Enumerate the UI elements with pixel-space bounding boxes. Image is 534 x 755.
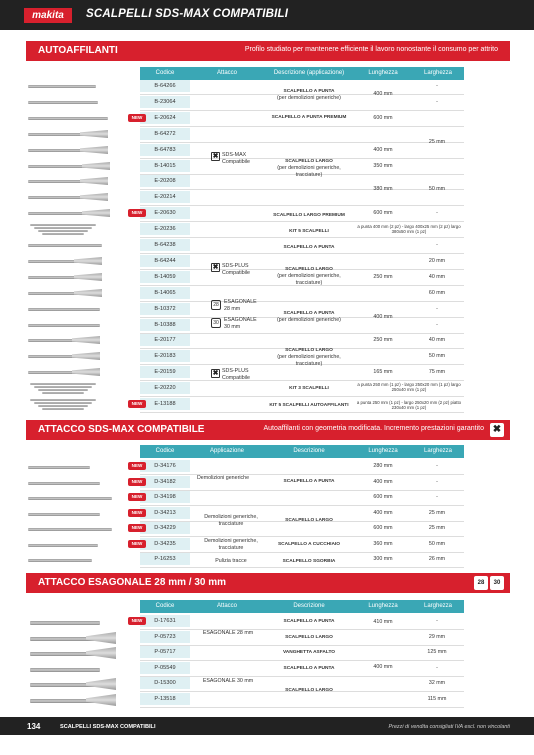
page-number: 134 [27,722,41,731]
new-badge: NEW [128,400,146,408]
product-code: P-05723 [140,631,190,643]
product-code: E-20220 [140,382,190,394]
desc-scalpello-largo: SCALPELLO LARGO [285,159,333,164]
chisel-blade-icon [86,678,116,690]
hex-28-icon: 28 [211,300,221,310]
product-code: D-34198 [140,491,190,503]
footer-note: Prezzi di vendita consigliati IVA escl. non vincolanti [388,724,510,730]
app-demolizioni: Demolizioni generiche [196,475,250,481]
description: SCALPELLO A PUNTA [283,666,335,671]
width-value: 40 mm [428,337,446,343]
length-value: 400 mm [373,91,393,97]
chisel-blade-icon [72,336,100,344]
chisel-blade-icon [74,273,102,281]
product-code: D-15300 [140,677,190,689]
new-badge: NEW [128,209,146,217]
length-value: 280 mm [373,463,393,469]
new-badge: NEW [128,478,146,486]
product-code: B-23064 [140,96,190,108]
product-code: D-34229 [140,522,190,534]
product-code: E-20236 [140,223,190,235]
attacco-hex-28: ESAGONALE 28 mm [224,299,257,312]
desc-scalpello-punta-sub: (per demolizioni generiche) [277,95,341,101]
chisel-kit-icon [38,389,88,391]
chisel-kit-icon [42,392,84,394]
attacco-sds-plus-2: SDS-PLUS Compatibile [222,368,250,381]
product-code: E-20177 [140,334,190,346]
chisel-blade-icon [74,289,102,297]
chisel-kit-icon [34,386,92,388]
col-codice: Codice [155,448,175,454]
length-value: 600 mm [373,494,393,500]
product-code: E-20183 [140,350,190,362]
length-value: 165 mm [373,369,393,375]
desc-punta-hex: SCALPELLO A PUNTA [283,311,335,316]
desc-sgorbia: SCALPELLO SGORBIA [282,559,336,564]
attacco-hex-28-s3: ESAGONALE 28 mm [202,630,254,636]
col-codice: Codice [155,70,175,76]
chisel-blade-icon [72,352,100,360]
chisel-shaft-icon [28,482,100,485]
width-value: 25 mm [428,525,446,531]
desc-largo-premium: SCALPELLO LARGO PREMIUM [273,213,345,218]
desc-kit3: KIT 3 SCALPELLI [289,386,329,391]
new-badge: NEW [128,493,146,501]
desc-largo-2-sub: (per demolizioni generiche, tracciature) [277,354,341,367]
kit5a-detail: a punta 250 mm (1 pz) - largo 250x20 mm (2 pz) piatto 230x40 mm (1 pz) [356,400,462,410]
chisel-shaft-icon [28,544,98,547]
chisel-shaft-icon [28,497,112,500]
chisel-blade-icon [86,632,116,644]
product-code: B-14015 [140,160,190,172]
sds-max-icon: ✖ [212,153,219,160]
product-code: B-64266 [140,80,190,92]
row-divider [140,707,464,708]
description: VANGHETTA ASFALTO [282,650,336,655]
product-code: E-20624 [140,112,190,124]
desc-kit5-autoaffilanti: KIT 5 SCALPELLI AUTOAFFILANTI [269,403,349,408]
kit3-detail: a punta 250 mm (1 pz) - largo 250x20 mm (1 pz) largo 250x40 mm (1 pz) [357,382,461,392]
attacco-sds-plus: SDS-PLUS Compatibile [222,263,250,276]
row-divider [140,380,464,381]
product-code: D-34213 [140,507,190,519]
row-divider [140,237,464,238]
width-value: 115 mm [427,696,447,702]
product-code: B-14059 [140,271,190,283]
page-title: SCALPELLI SDS-MAX COMPATIBILI [86,8,289,20]
app-pulizia: Pulizia tracce [215,558,247,564]
width-value: 50 mm [428,353,446,359]
chisel-shaft-icon [28,559,92,562]
product-code: D-17631 [140,615,190,627]
sds-plus-icon: ✖ [212,264,219,271]
col-larghezza: Larghezza [423,603,453,609]
table-header [140,445,464,458]
chisel-shaft-icon [28,101,98,104]
length-value: 250 mm [373,337,393,343]
chisel-blade-icon [72,368,100,376]
attacco-hex-30-s3: ESAGONALE 30 mm [202,678,254,684]
row-divider [140,301,464,302]
chisel-blade-icon [86,647,116,659]
footer-title: SCALPELLI SDS-MAX COMPATIBILI [60,724,156,730]
section-title: ATTACCO ESAGONALE 28 mm / 30 mm [38,577,226,588]
width-value: - [436,494,438,500]
width-value: 29 mm [428,634,446,640]
row-divider [140,412,464,413]
width-value: 75 mm [428,369,446,375]
col-lunghezza: Lunghezza [368,448,398,454]
chisel-blade-icon [80,130,108,138]
product-code: B-10372 [140,303,190,315]
chisel-shaft-icon [30,668,100,672]
width-value: 50 mm [428,541,446,547]
width-value: 125 mm [427,649,447,655]
row-divider [140,660,464,661]
width-value: - [436,99,438,105]
length-value: 600 mm [373,210,393,216]
chisel-kit-icon [30,383,96,385]
length-value: 600 mm [373,525,393,531]
new-badge: NEW [128,617,146,625]
description: SCALPELLO LARGO [285,688,333,693]
length-value: 300 mm [373,556,393,562]
new-badge: NEW [128,114,146,122]
table-header [140,67,464,80]
chisel-kit-icon [42,408,84,410]
product-code: B-64272 [140,128,190,140]
desc-largo-plus-sub: (per demolizioni generiche, tracciature) [277,273,341,286]
chisel-blade-icon [86,694,116,706]
product-code: B-14065 [140,287,190,299]
desc-punta-plus: SCALPELLO A PUNTA [283,245,335,250]
row-divider [140,205,464,206]
desc-largo-2: SCALPELLO LARGO [285,348,333,353]
row-divider [140,629,464,630]
product-code: P-16253 [140,553,190,565]
width-value: 26 mm [428,556,446,562]
description: SCALPELLO LARGO [285,635,333,640]
width-value: 25 mm [428,139,446,145]
col-larghezza: Larghezza [423,448,453,454]
new-badge: NEW [128,524,146,532]
chisel-kit-icon [42,233,84,235]
length-value: 400 mm [373,479,393,485]
width-value: 25 mm [428,510,446,516]
hex-30-badge: 30 [490,576,504,590]
chisel-blade-icon [82,209,110,217]
chisel-kit-icon [38,405,88,407]
section-header-sds-max [26,420,510,440]
product-code: E-13188 [140,398,190,410]
product-code: E-20159 [140,366,190,378]
chisel-shaft-icon [28,466,90,469]
row-divider [140,474,464,475]
chisel-kit-icon [38,230,88,232]
product-code: B-64244 [140,255,190,267]
col-lunghezza: Lunghezza [368,603,398,609]
product-code: B-64783 [140,144,190,156]
hex-28-badge: 28 [474,576,488,590]
length-value: 400 mm [373,510,393,516]
row-divider [140,110,464,111]
new-badge: NEW [128,462,146,470]
chisel-blade-icon [82,162,110,170]
width-value: 60 mm [428,290,446,296]
app-demolizioni-tracc: Demolizioni generiche, tracciature [204,514,258,527]
length-value: 380 mm [373,186,393,192]
col-descrizione: Descrizione (applicazione) [273,70,345,76]
hex-30-icon: 30 [211,318,221,328]
new-badge: NEW [128,540,146,548]
row-divider [140,253,464,254]
width-value: - [436,83,438,89]
col-attacco: Attacco [216,70,237,76]
len-410: 410 mm [373,619,393,625]
width-value: - [436,618,438,624]
desc-punta: SCALPELLO A PUNTA [283,479,335,484]
attacco-sds-max: SDS-MAX Compatibile [222,152,250,165]
section-header-autoaffilanti [26,41,510,61]
chisel-blade-icon [80,146,108,154]
width-value: - [436,463,438,469]
section-subtitle: Profilo studiato per mantenere efficiente il lavoro nonostante il consumo per attrito [244,46,498,53]
chisel-shaft-icon [28,244,102,247]
chisel-blade-icon [80,193,108,201]
new-badge: NEW [128,509,146,517]
row-divider [140,505,464,506]
desc-scalpello-largo-sub: (per demolizioni generiche, tracciature) [277,165,341,178]
width-value: - [436,306,438,312]
row-divider [140,126,464,127]
product-code: D-34182 [140,476,190,488]
chisel-kit-icon [30,224,96,226]
length-value: 600 mm [373,115,393,121]
product-code: B-10388 [140,319,190,331]
row-divider [140,221,464,222]
chisel-shaft-icon [28,324,100,327]
width-value: - [436,665,438,671]
app-demolizioni-tracc-2: Demolizioni generiche, tracciature [204,538,258,551]
product-code: E-20214 [140,191,190,203]
section-subtitle: Autoaffilanti con geometria modificata. Incremento prestazioni garantito [263,425,484,432]
col-applicazione: Applicazione [209,448,245,454]
kit5-detail: a punta 400 mm (2 pz) - largo 400x25 mm (2 pz) largo 380x50 mm (1 pz) [357,224,461,234]
product-code: D-34235 [140,538,190,550]
length-value: 360 mm [373,541,393,547]
length-value: 400 mm [373,147,393,153]
section-title: AUTOAFFILANTI [38,45,118,56]
product-code: D-34176 [140,460,190,472]
width-value: - [436,322,438,328]
desc-largo-plus: SCALPELLO LARGO [285,267,333,272]
length-value: 400 mm [373,314,393,320]
row-divider [140,396,464,397]
chisel-kit-icon [34,402,92,404]
chisel-blade-icon [74,257,102,265]
col-attacco: Attacco [216,603,237,609]
len-400: 400 mm [373,664,393,670]
table-header [140,600,464,613]
col-descrizione: Descrizione [293,448,325,454]
desc-cucchiaio: SCALPELLO A CUCCHIAIO [277,542,340,547]
chisel-kit-icon [30,399,96,401]
chisel-shaft-icon [30,621,100,625]
makita-logo: makita [24,8,72,23]
chisel-shaft-icon [28,117,108,120]
col-codice: Codice [155,603,175,609]
section-title: ATTACCO SDS-MAX COMPATIBILE [38,424,205,435]
product-code: P-05717 [140,646,190,658]
width-value: 32 mm [428,680,446,686]
chisel-blade-icon [80,177,108,185]
desc-scalpello-punta: SCALPELLO A PUNTA [283,89,335,94]
width-value: - [436,479,438,485]
width-value: - [436,210,438,216]
product-code: P-05549 [140,662,190,674]
chisel-shaft-icon [28,308,100,311]
attacco-hex-30: ESAGONALE 30 mm [224,317,257,330]
width-value: - [436,242,438,248]
width-value: 50 mm [428,186,446,192]
chisel-shaft-icon [28,513,100,516]
desc-premium: SCALPELLO A PUNTA PREMIUM [271,115,347,120]
product-code: E-20208 [140,175,190,187]
chisel-kit-icon [34,227,92,229]
description: SCALPELLO A PUNTA [283,619,335,624]
desc-punta-hex-sub: (per demolizioni generiche) [277,317,341,323]
col-lunghezza: Lunghezza [368,70,398,76]
chisel-shaft-icon [28,85,96,88]
width-value: 40 mm [428,274,446,280]
row-divider [140,567,464,568]
col-descrizione: Descrizione [293,603,325,609]
sds-max-icon: ✖ [490,423,504,437]
length-value: 250 mm [373,274,393,280]
chisel-shaft-icon [28,528,112,531]
col-larghezza: Larghezza [423,70,453,76]
sds-plus-icon-2: ✖ [212,370,219,377]
product-code: B-64238 [140,239,190,251]
length-value: 350 mm [373,163,393,169]
row-divider [140,536,464,537]
desc-largo: SCALPELLO LARGO [285,518,333,523]
width-value: 20 mm [428,258,446,264]
product-code: E-20630 [140,207,190,219]
desc-kit5: KIT 5 SCALPELLI [289,229,329,234]
product-code: P-13518 [140,693,190,705]
section-header-esagonale [26,573,510,593]
